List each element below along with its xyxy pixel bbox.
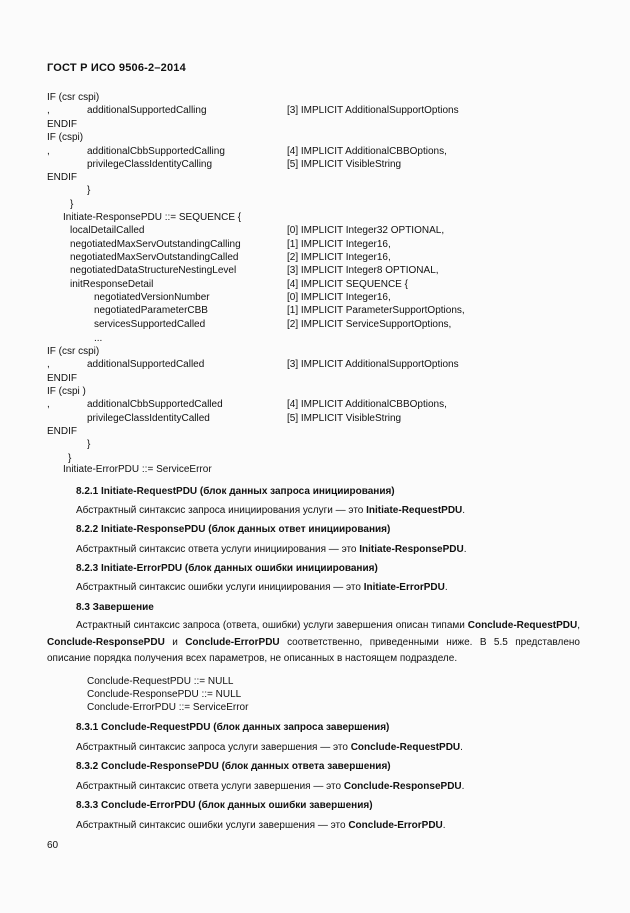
code-line-type: [3] IMPLICIT AdditionalSupportOptions [287, 105, 459, 116]
code-line: privilegeClassIdentityCalled [87, 413, 210, 424]
code-line-type: [3] IMPLICIT Integer8 OPTIONAL, [287, 265, 439, 276]
code-line: IF (csr cspi) [47, 346, 100, 357]
code-line: negotiatedMaxServOutstandingCalling [70, 239, 241, 250]
section-8-3-1-heading: 8.3.1 Conclude-RequestPDU (блок данных запроса завершения) [76, 722, 390, 733]
code-line: servicesSupportedCalled [94, 319, 206, 330]
section-8-3-2-heading: 8.3.2 Conclude-ResponsePDU (блок данных ответа завершения) [76, 761, 391, 772]
code-line-type: [1] IMPLICIT Integer16, [287, 239, 391, 250]
code-line: IF (csr cspi) [47, 92, 100, 103]
code-line: ENDIF [47, 373, 77, 384]
code-line-type: [1] IMPLICIT ParameterSupportOptions, [287, 305, 465, 316]
section-8-2-3-text: Абстрактный синтаксис ошибки услуги инициирования — это Initiate-ErrorPDU. [76, 582, 448, 593]
code-line: Initiate-ErrorPDU ::= ServiceError [63, 464, 212, 475]
code-line-type: [4] IMPLICIT AdditionalCBBOptions, [287, 146, 447, 157]
page-number: 60 [47, 840, 59, 851]
code-line: } [70, 199, 74, 210]
code-line: } [87, 439, 91, 450]
conclude-request-def: Conclude-RequestPDU ::= NULL [87, 676, 234, 687]
code-line: ENDIF [47, 172, 77, 183]
section-8-3-3-heading: 8.3.3 Conclude-ErrorPDU (блок данных ошибки завершения) [76, 800, 373, 811]
code-line: additionalSupportedCalling [87, 105, 207, 116]
code-line: ... [94, 333, 103, 344]
section-8-2-1-text: Абстрактный синтаксис запроса инициирования услуги — это Initiate-RequestPDU. [76, 505, 466, 516]
section-8-2-3-heading: 8.2.3 Initiate-ErrorPDU (блок данных ошибки инициирования) [76, 563, 378, 574]
code-line-type: [4] IMPLICIT SEQUENCE { [287, 279, 408, 290]
code-line-prefix: , [47, 105, 50, 116]
section-8-2-2-heading: 8.2.2 Initiate-ResponsePDU (блок данных ответ инициирования) [76, 524, 391, 535]
section-8-3-3-text: Абстрактный синтаксис ошибки услуги завершения — это Conclude-ErrorPDU. [76, 820, 446, 831]
code-line: } [87, 185, 91, 196]
code-line: ENDIF [47, 119, 77, 130]
code-line-type: [2] IMPLICIT Integer16, [287, 252, 391, 263]
code-line: } [68, 453, 72, 464]
code-line: IF (cspi ) [47, 386, 86, 397]
section-8-2-1-heading: 8.2.1 Initiate-RequestPDU (блок данных запроса инициирования) [76, 486, 395, 497]
section-8-2-2-text: Абстрактный синтаксис ответа услуги инициирования — это Initiate-ResponsePDU. [76, 544, 467, 555]
code-line-type: [5] IMPLICIT VisibleString [287, 413, 402, 424]
code-line-type: [3] IMPLICIT AdditionalSupportOptions [287, 359, 459, 370]
code-line: privilegeClassIdentityCalling [87, 159, 213, 170]
section-8-3-2-text: Абстрактный синтаксис ответа услуги завершения — это Conclude-ResponsePDU. [76, 781, 465, 792]
code-line-prefix: , [47, 399, 50, 410]
code-line: negotiatedParameterCBB [94, 305, 208, 316]
code-line: initResponseDetail [70, 279, 154, 290]
code-line: localDetailCalled [70, 225, 145, 236]
code-line-type: [0] IMPLICIT Integer16, [287, 292, 391, 303]
section-8-3-1-text: Абстрактный синтаксис запроса услуги завершения — это Conclude-RequestPDU. [76, 742, 463, 753]
code-line-type: [4] IMPLICIT AdditionalCBBOptions, [287, 399, 447, 410]
conclude-response-def: Conclude-ResponsePDU ::= NULL [87, 689, 242, 700]
code-line-prefix: , [47, 359, 50, 370]
code-line: additionalCbbSupportedCalling [87, 146, 225, 157]
code-line: additionalCbbSupportedCalled [87, 399, 223, 410]
code-line-type: [5] IMPLICIT VisibleString [287, 159, 402, 170]
section-8-3-paragraph: Астрактный синтаксис запроса (ответа, ошибки) услуги завершения описан типами Conclude-RequestPDU, Conclude-ResponsePDU и Conclude-ErrorPDU соответственно, приведенными ниже. В 5.5 представлено описание порядка получения всех параметров, не описанных в настоящем подразделе. [47, 620, 580, 664]
code-line: negotiatedMaxServOutstandingCalled [70, 252, 239, 263]
code-line: IF (cspi) [47, 132, 84, 143]
section-8-3-heading: 8.3 Завершение [76, 602, 154, 613]
code-line: negotiatedVersionNumber [94, 292, 210, 303]
code-line-type: [0] IMPLICIT Integer32 OPTIONAL, [287, 225, 445, 236]
code-line: negotiatedDataStructureNestingLevel [70, 265, 237, 276]
code-line: Initiate-ResponsePDU ::= SEQUENCE { [63, 212, 242, 223]
code-line: additionalSupportedCalled [87, 359, 205, 370]
code-line-prefix: , [47, 146, 50, 157]
code-line: ENDIF [47, 426, 77, 437]
standard-header: ГОСТ Р ИСО 9506-2–2014 [47, 62, 186, 74]
conclude-error-def: Conclude-ErrorPDU ::= ServiceError [87, 702, 249, 713]
code-line-type: [2] IMPLICIT ServiceSupportOptions, [287, 319, 452, 330]
